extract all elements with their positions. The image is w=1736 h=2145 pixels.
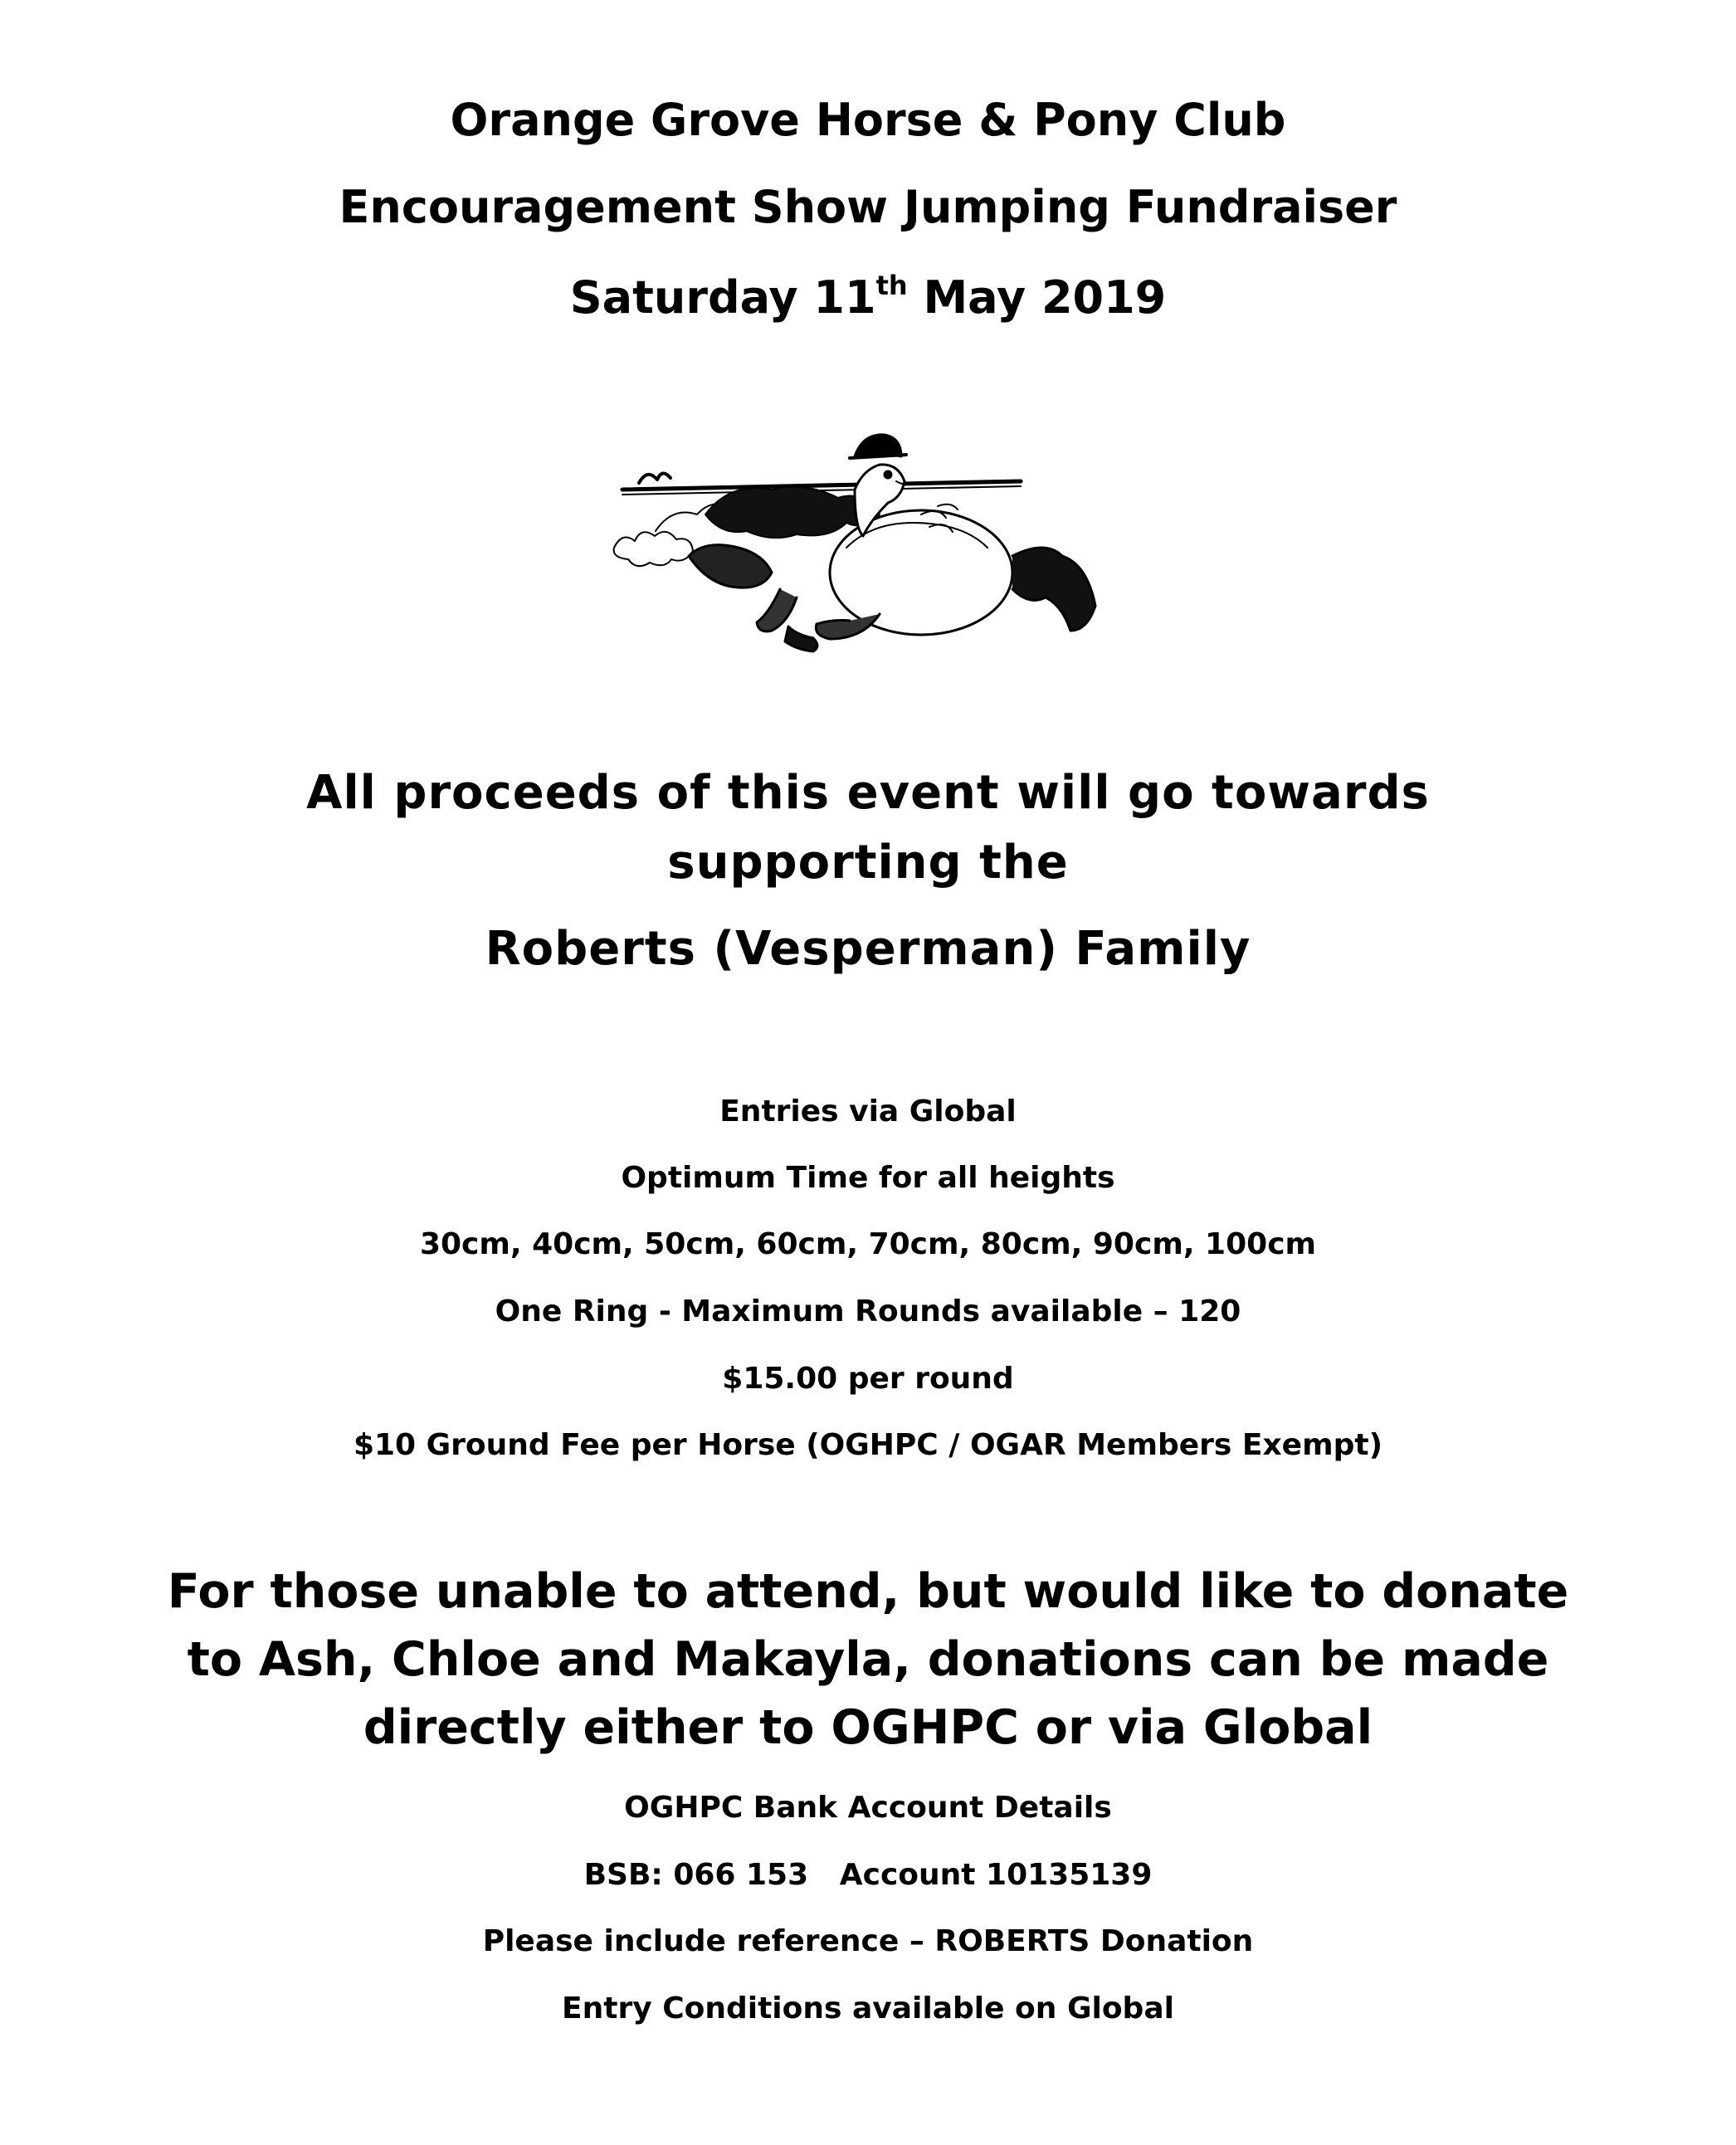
bank-reference: Please include reference – ROBERTS Donation [482, 1924, 1254, 1958]
entry-conditions: Entry Conditions available on Global [562, 1991, 1174, 2026]
club-name: Orange Grove Horse & Pony Club [450, 94, 1286, 146]
round-fee-info: $15.00 per round [722, 1362, 1014, 1396]
donation-line-1: For those unable to attend, but would like to donate [167, 1564, 1569, 1619]
optimum-time-info: Optimum Time for all heights [621, 1161, 1115, 1195]
beneficiary-family: Roberts (Vesperman) Family [485, 922, 1251, 976]
event-date [0, 270, 1736, 324]
jumping-pony-cartoon-icon [606, 431, 1120, 656]
donation-line-3: directly either to OGHPC or via Global [363, 1700, 1373, 1755]
donation-line-2: to Ash, Chloe and Makayla, donations can be made [187, 1632, 1549, 1687]
entries-info: Entries via Global [719, 1094, 1017, 1129]
heights-info: 30cm, 40cm, 50cm, 60cm, 70cm, 80cm, 90cm, 100cm [419, 1227, 1317, 1261]
event-date-prefix: Saturday 11 [569, 271, 876, 324]
event-date-rest: May 2019 [907, 271, 1167, 324]
cause-line-1: All proceeds of this event will go towards [306, 766, 1430, 820]
bank-details-title: OGHPC Bank Account Details [624, 1791, 1112, 1825]
ground-fee-info: $10 Ground Fee per Horse (OGHPC / OGAR Members Exempt) [353, 1428, 1383, 1462]
ring-rounds-info: One Ring - Maximum Rounds available – 120 [495, 1294, 1241, 1328]
event-date-ordinal: th [875, 270, 908, 301]
bank-bsb-account: BSB: 066 153 Account 10135139 [583, 1858, 1153, 1892]
cause-line-2: supporting the [667, 836, 1069, 890]
event-name: Encouragement Show Jumping Fundraiser [339, 181, 1397, 233]
